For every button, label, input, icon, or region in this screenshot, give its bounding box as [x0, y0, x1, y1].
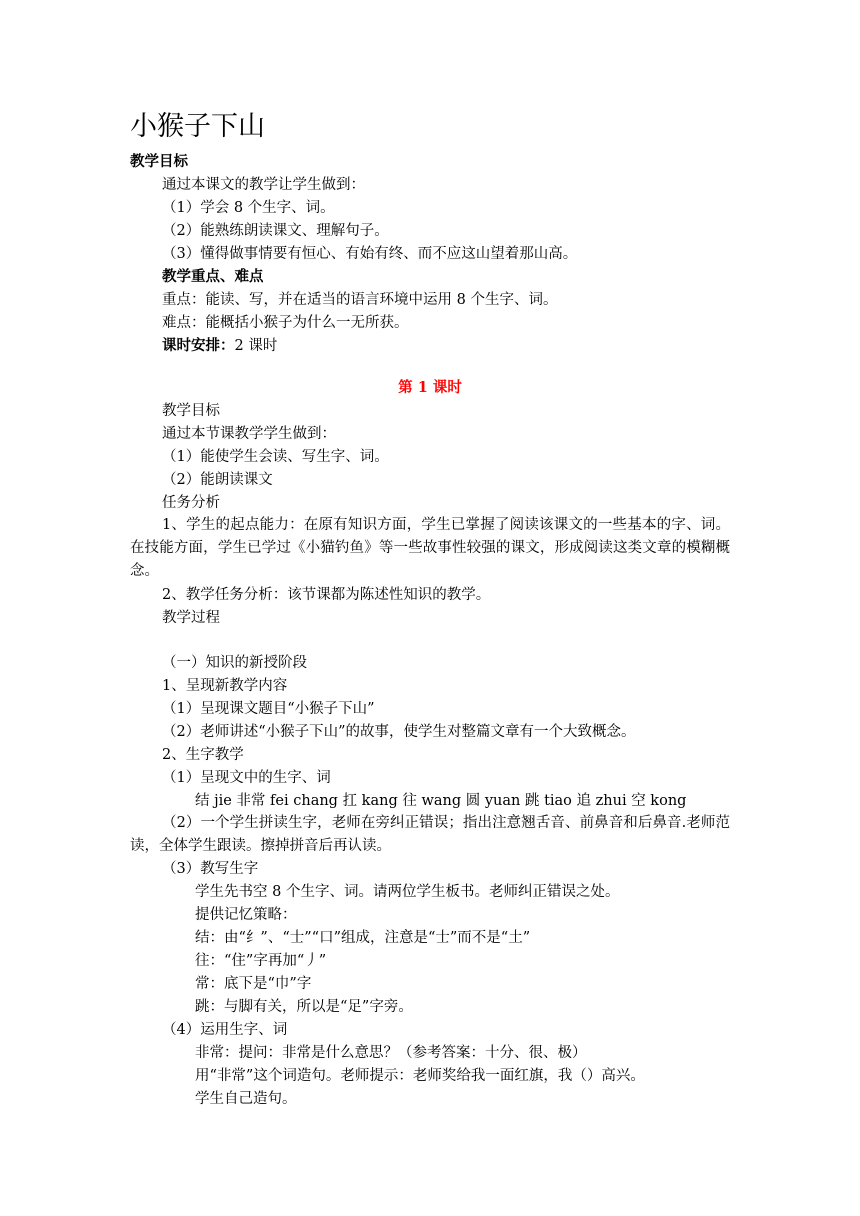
task-heading: 任务分析	[162, 495, 220, 511]
schedule-line	[162, 336, 277, 356]
step-heading: 2、生字教学	[162, 747, 244, 763]
write-line: 结：由“纟”、“士”“口”组成，注意是“士”而不是“土”	[195, 930, 531, 946]
use-line: 学生自己造句。	[195, 1091, 297, 1107]
step-item: （3）教写生字	[162, 861, 259, 877]
lesson-objectives-heading: 教学目标	[162, 403, 220, 419]
lesson-heading: 第 1 课时	[398, 379, 462, 396]
schedule-value: 2 课时	[234, 338, 278, 354]
lesson-intro: 通过本节课教学学生做到：	[162, 426, 336, 442]
write-line: 常：底下是“巾”字	[195, 976, 312, 992]
pinyin-line: 结 jie 非常 fei chang 扛 kang 往 wang 圆 yuan 跳 tiao 追 zhui 空 kong	[195, 793, 687, 809]
intro-text: 通过本课文的教学让学生做到：	[162, 177, 365, 193]
step-item-paragraph: （2）一个学生拼读生字，老师在旁纠正错误；指出注意翘舌音、前鼻音和后鼻音.老师范读，全体学生跟读。擦掉拼音后再认读。	[130, 815, 730, 854]
step-heading: 1、呈现新教学内容	[162, 678, 288, 694]
goal-item: （2）能熟练朗读课文、理解句子。	[162, 223, 389, 239]
step-item: （2）老师讲述“小猴子下山”的故事，使学生对整篇文章有一个大致概念。	[162, 724, 636, 740]
step-item: （1）呈现课文题目“小猴子下山”	[162, 701, 375, 717]
objectives-heading: 教学目标	[130, 153, 188, 170]
write-line: 往：“住”字再加“丿”	[195, 953, 327, 969]
use-line: 非常：提问：非常是什么意思？（参考答案：十分、很、极）	[195, 1045, 587, 1061]
step-item: （4）运用生字、词	[162, 1022, 288, 1038]
step-item: （1）呈现文中的生字、词	[162, 770, 331, 786]
task-analysis-1: 1、学生的起点能力：在原有知识方面，学生已掌握了阅读该课文的一些基本的字、词。在技能方面，学生已学过《小猫钓鱼》等一些故事性较强的课文，形成阅读这类文章的模糊概念。	[130, 517, 730, 579]
goal-item: （1）学会 8 个生字、词。	[162, 200, 335, 216]
use-line: 用“非常”这个词造句。老师提示：老师奖给我一面红旗，我（）高兴。	[195, 1068, 645, 1084]
schedule-label: 课时安排：	[162, 337, 235, 354]
page-title: 小猴子下山	[130, 111, 265, 142]
write-line: 学生先书空 8 个生字、词。请两位学生板书。老师纠正错误之处。	[195, 884, 620, 900]
write-line: 提供记忆策略：	[195, 907, 297, 923]
difficult-point: 难点：能概括小猴子为什么一无所获。	[162, 315, 409, 331]
task-analysis-2: 2、教学任务分析：该节课都为陈述性知识的教学。	[162, 587, 491, 603]
write-line: 跳：与脚有关，所以是“足”字旁。	[195, 999, 413, 1015]
stage-heading: （一）知识的新授阶段	[162, 655, 307, 671]
lesson-goal-item: （2）能朗读课文	[162, 472, 273, 488]
key-point: 重点：能读、写，并在适当的语言环境中运用 8 个生字、词。	[162, 292, 558, 308]
goal-item: （3）懂得做事情要有恒心、有始有终、而不应这山望着那山高。	[162, 246, 578, 262]
key-heading: 教学重点、难点	[162, 268, 264, 285]
lesson-goal-item: （1）能使学生会读、写生字、词。	[162, 449, 389, 465]
process-heading: 教学过程	[162, 610, 220, 626]
